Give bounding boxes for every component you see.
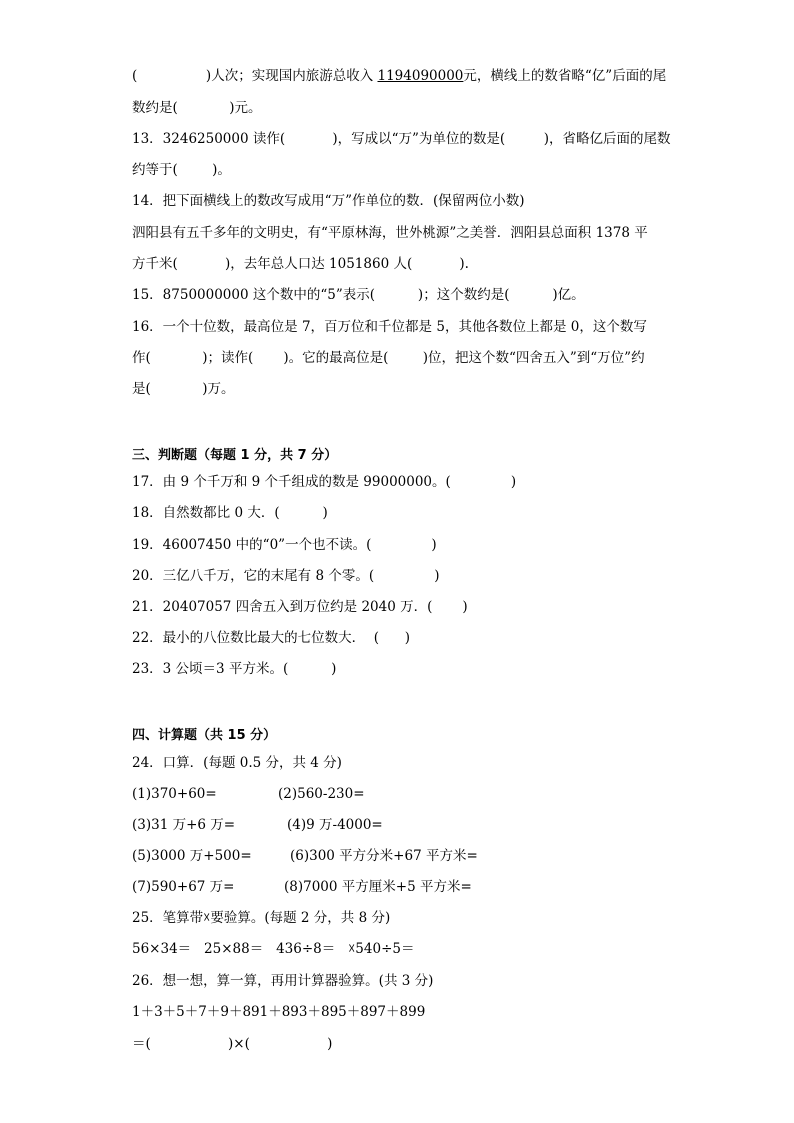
oral-3: (3)31 万+6 万=	[132, 817, 236, 833]
q13-line-1: 13．3246250000 读作( )，写成以“万”为单位的数是( )，省略亿后面的尾数	[132, 131, 671, 147]
q25: 25．笔算带☓要验算。(每题 2 分，共 8 分)	[132, 910, 391, 926]
q17: 17．由 9 个千万和 9 个千组成的数是 99000000。( )	[132, 474, 517, 490]
section-4-heading: 四、计算题（共 15 分）	[132, 728, 277, 743]
oral-1: (1)370+60=	[132, 786, 217, 802]
q26-answer: ＝( )×( )	[132, 1036, 333, 1052]
section-3-heading: 三、判断题（每题 1 分，共 7 分）	[132, 448, 338, 463]
q16-line-1: 16．一个十位数，最高位是 7，百万位和千位都是 5，其他各数位上都是 0，这个数写	[132, 319, 647, 335]
q19: 19．46007450 中的“0”一个也不读。( )	[132, 537, 437, 553]
oral-7: (7)590+67 万=	[132, 879, 235, 895]
q12-line-1: ( )人次；实现国内旅游总收入 1194090000元，横线上的数省略“亿”后面的尾	[132, 68, 667, 84]
q12-line-2: 数约是( )元。	[132, 100, 262, 116]
oral-2: (2)560-230=	[278, 786, 365, 802]
oral-5: (5)3000 万+500=	[132, 848, 252, 864]
q15-line-1: 15．8750000000 这个数中的“5”表示( )；这个数约是( )亿。	[132, 287, 585, 303]
q14-line-2: 泗阳县有五千多年的文明史，有“平原林海，世外桃源”之美誉．泗阳县总面积 1378 平	[132, 225, 648, 241]
q14-line-1: 14．把下面横线上的数改写成用“万”作单位的数．(保留两位小数)	[132, 193, 525, 209]
q13-line-2: 约等于( )。	[132, 162, 231, 178]
q26: 26．想一想，算一算，再用计算器验算。(共 3 分)	[132, 973, 434, 989]
q23: 23．3 公顷＝3 平方米。( )	[132, 661, 337, 677]
oral-4: (4)9 万-4000=	[287, 817, 383, 833]
q18: 18．自然数都比 0 大．( )	[132, 505, 328, 521]
q25-items: 56×34＝ 25×88＝ 436÷8＝ ☓540÷5＝	[132, 941, 415, 957]
q26-expression: 1＋3＋5＋7＋9＋891＋893＋895＋897＋899	[132, 1004, 426, 1020]
oral-6: (6)300 平方分米+67 平方米=	[290, 848, 478, 864]
q16-line-2: 作( )；读作( )。它的最高位是( )位，把这个数“四舍五入”到“万位”约	[132, 350, 645, 366]
q16-line-3: 是( )万。	[132, 381, 235, 397]
oral-8: (8)7000 平方厘米+5 平方米=	[284, 879, 472, 895]
q24: 24．口算．(每题 0.5 分，共 4 分)	[132, 755, 342, 771]
q21: 21．20407057 四舍五入到万位约是 2040 万．( )	[132, 599, 468, 615]
q14-line-3: 方千米( )，去年总人口达 1051860 人( ).	[132, 256, 469, 272]
underlined-number: 1194090000	[377, 68, 464, 84]
q20: 20．三亿八千万，它的末尾有 8 个零。( )	[132, 568, 440, 584]
q22: 22．最小的八位数比最大的七位数大． ( )	[132, 630, 411, 646]
